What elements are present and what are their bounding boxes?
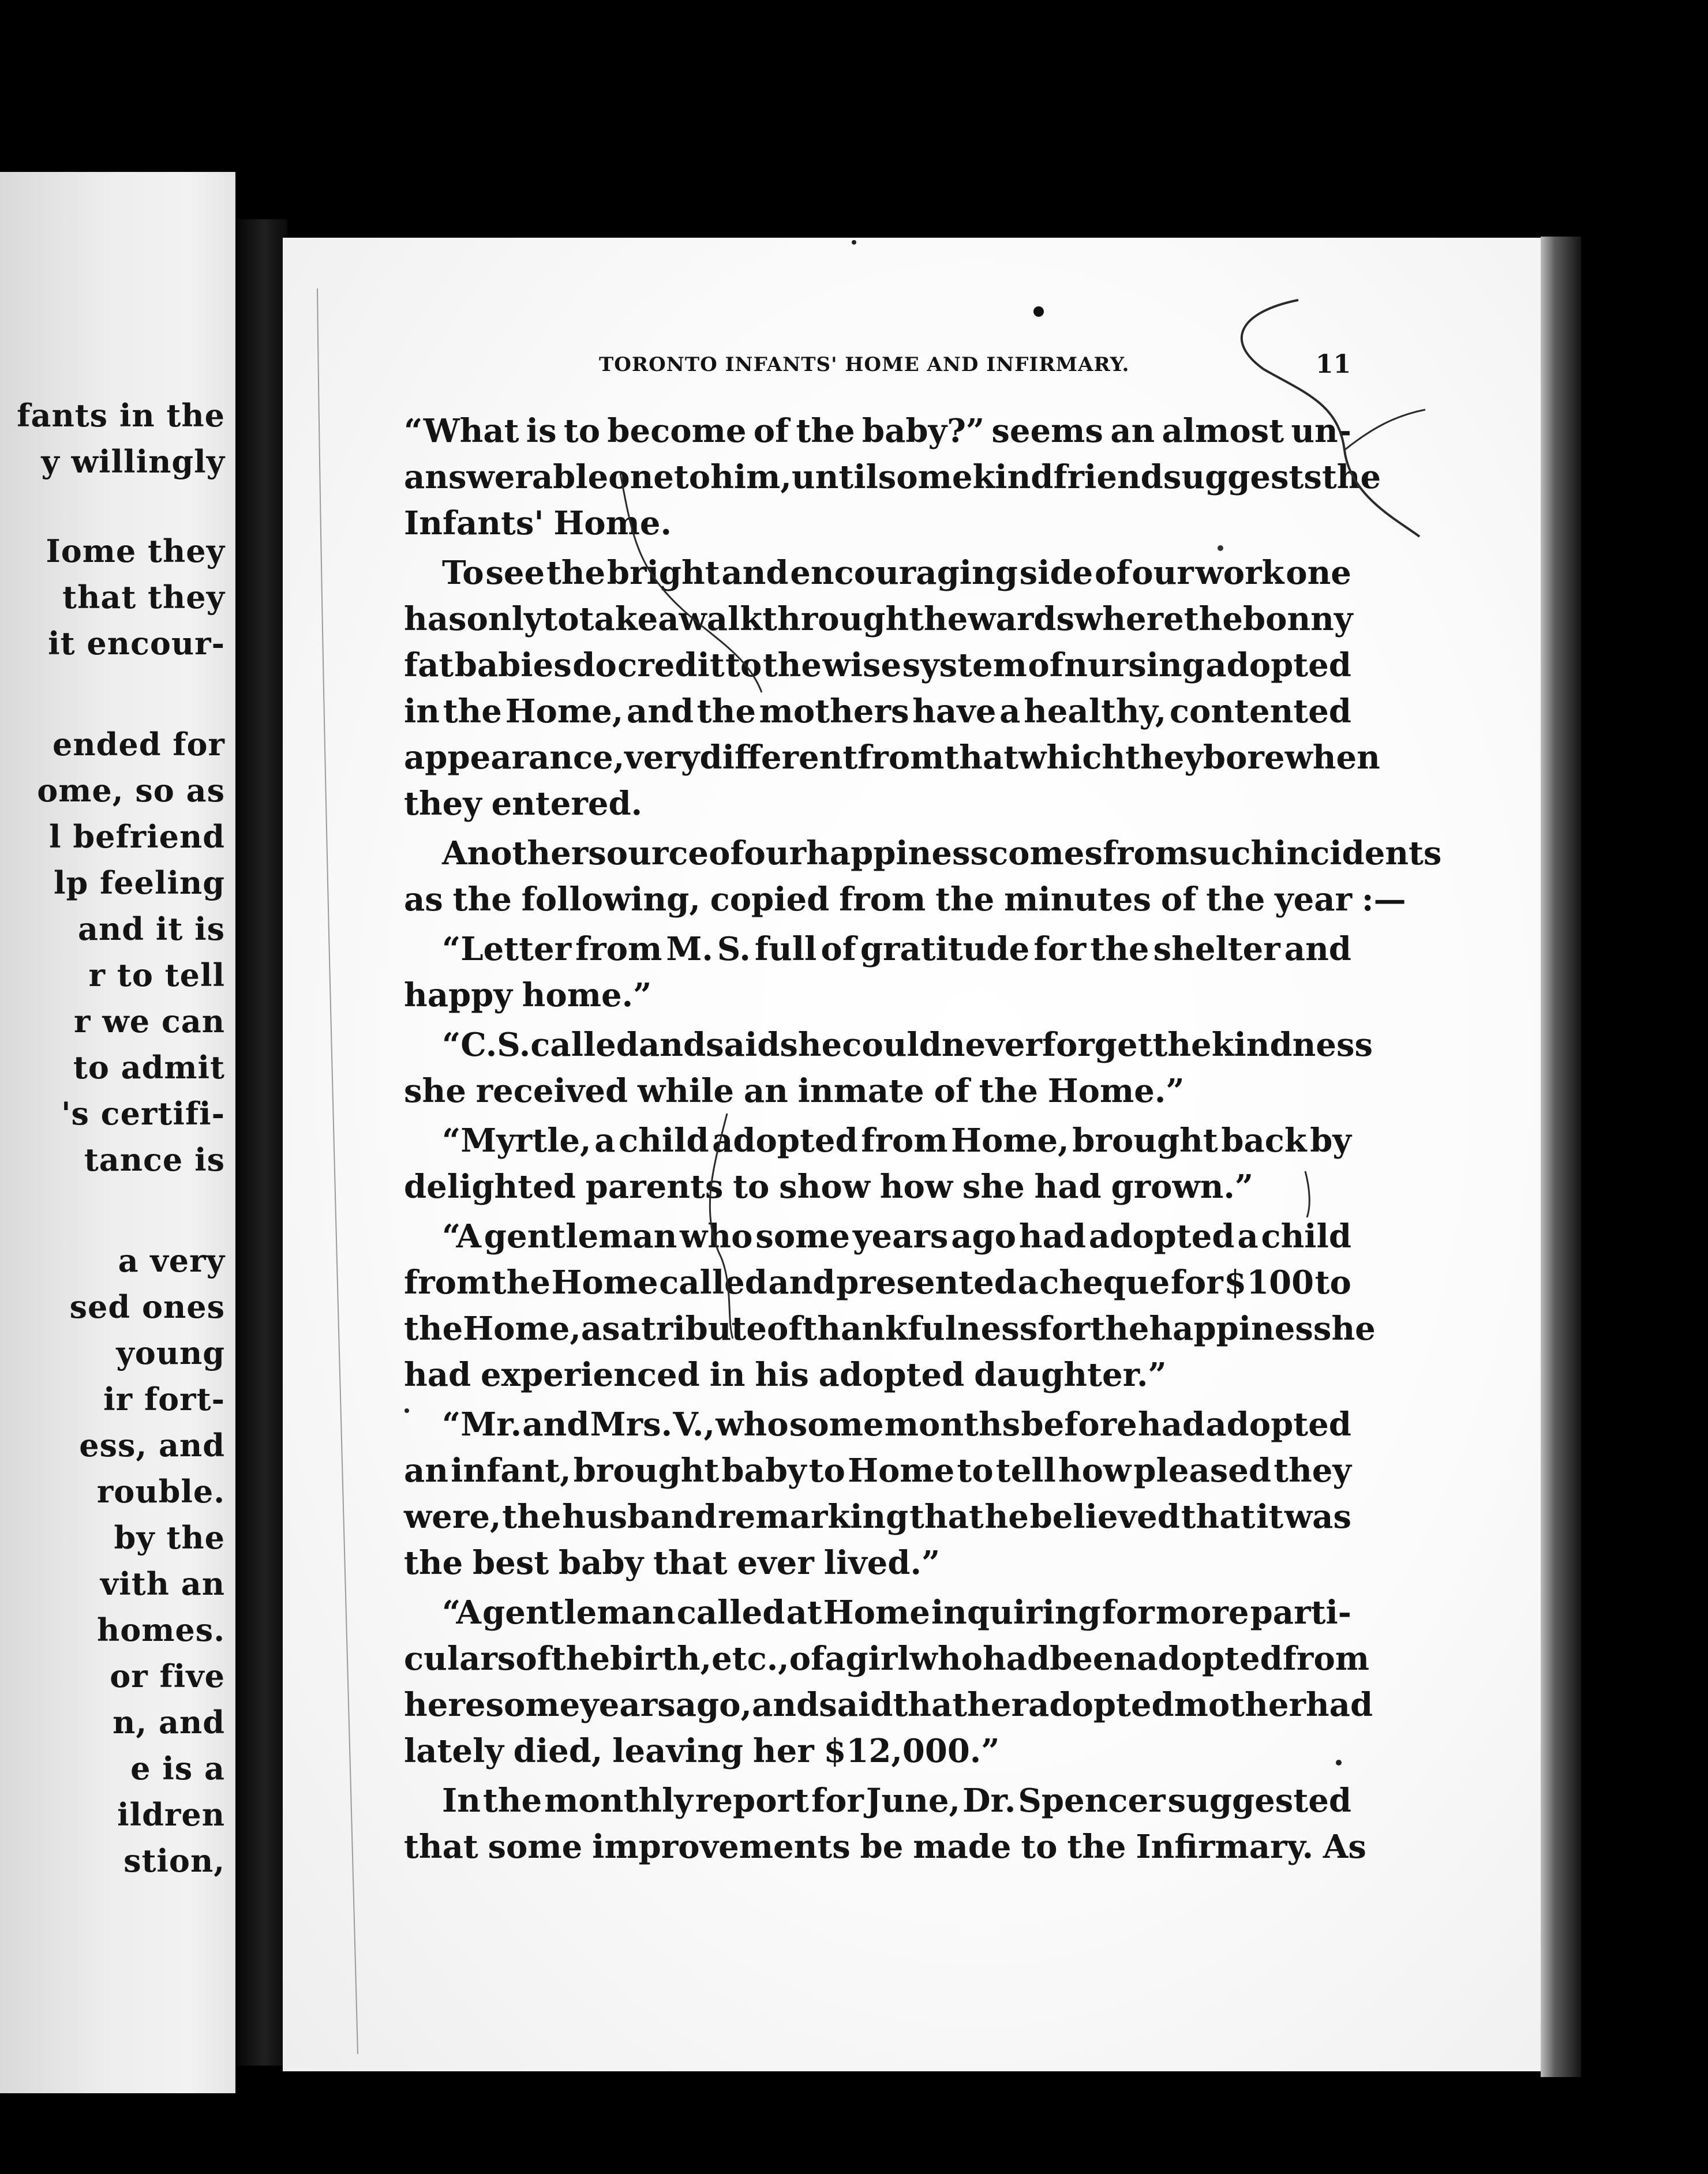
facing-page-line: e is a (130, 1750, 225, 1787)
text-line: an infant, brought baby to Home to tell how pleased they (404, 1452, 1351, 1490)
paragraph (404, 1778, 1366, 1870)
facing-page-line: 's certifi- (61, 1095, 225, 1132)
text-line: were, the husband remarking that he believed that it was (404, 1498, 1351, 1536)
paragraph (404, 550, 1380, 827)
text-line: the best baby that ever lived.” (404, 1544, 941, 1582)
text-line: as the following, copied from the minutes of the year :— (404, 880, 1406, 919)
paragraph (404, 926, 1351, 1018)
facing-page-line: by the (114, 1519, 225, 1556)
facing-page-line: a very (118, 1242, 225, 1279)
facing-page-line: rouble. (96, 1473, 225, 1510)
paragraph (404, 1213, 1376, 1398)
text-line: the Home, as a tribute of thankfulness for the happiness he (404, 1310, 1376, 1348)
facing-page-line: and it is (78, 910, 225, 947)
text-line: Another source of our happiness comes from such incidents (442, 834, 1442, 872)
text-line: from the Home called and presented a cheque for $100 to (404, 1264, 1351, 1302)
facing-page-line: ome, so as (37, 772, 225, 809)
text-line: delighted parents to show how she had grown.” (404, 1168, 1254, 1206)
text-line: “Mr. and Mrs. V., who some months before had adopted (442, 1405, 1351, 1444)
text-line: that some improvements be made to the Infirmary. As (404, 1828, 1366, 1866)
facing-page-line: young (116, 1335, 225, 1371)
facing-page-line: ended for (53, 726, 225, 763)
paragraph (404, 830, 1442, 923)
facing-page-line: stion, (123, 1842, 225, 1879)
facing-page-line: r to tell (88, 957, 225, 994)
facing-page-line: or five (110, 1658, 225, 1695)
text-line: in the Home, and the mothers have a healthy, contented (404, 692, 1351, 730)
header-title: TORONTO INFANTS' HOME AND INFIRMARY. (599, 353, 1130, 376)
page-edge (1541, 237, 1581, 2077)
text-line: they entered. (404, 785, 643, 823)
facing-page-line: tance is (84, 1141, 225, 1178)
text-line: culars of the birth, etc., of a girl who had been adopted from (404, 1640, 1370, 1678)
book-page (283, 238, 1548, 2071)
facing-page-fragment (0, 172, 235, 2093)
facing-page-line: to admit (73, 1049, 225, 1086)
page-number: 11 (1316, 350, 1351, 379)
facing-page-line: vith an (100, 1565, 225, 1602)
text-line: had experienced in his adopted daughter.” (404, 1356, 1167, 1394)
facing-page-line: homes. (97, 1611, 225, 1648)
paragraph (404, 1022, 1373, 1114)
facing-page-line: ir fort- (103, 1381, 225, 1418)
facing-page-line: n, and (113, 1704, 225, 1741)
text-line: here some years ago, and said that her adopted mother had (404, 1686, 1373, 1724)
facing-page-line: ess, and (79, 1427, 225, 1464)
text-line: appearance, very different from that which they bore when (404, 739, 1380, 777)
paragraph (404, 408, 1381, 546)
text-line: Infants' Home. (404, 504, 672, 542)
text-line: “A gentleman who some years ago had adopted a child (442, 1217, 1351, 1255)
body-text (404, 408, 1442, 1873)
text-line: To see the bright and encouraging side of our work one (442, 554, 1351, 592)
text-line: “A gentleman called at Home inquiring for more parti- (442, 1594, 1351, 1632)
facing-page-line: Iome they (46, 533, 225, 569)
facing-page-line: that they (62, 579, 225, 616)
running-header (283, 347, 1548, 382)
facing-page-line: lp feeling (53, 864, 225, 901)
text-line: answerable one to him, until some kind friend suggests the (404, 458, 1381, 496)
text-line: “Myrtle, a child adopted from Home, brought back by (442, 1122, 1351, 1160)
paragraph (404, 1590, 1373, 1774)
text-line: has only to take a walk through the wards where the bonny (404, 600, 1353, 638)
text-line: “C. S. called and said she could never forget the kindness (442, 1026, 1373, 1064)
facing-page-line: r we can (73, 1003, 225, 1040)
text-line: lately died, leaving her $12,000.” (404, 1732, 1000, 1770)
facing-page-line: l befriend (49, 818, 225, 855)
facing-page-line: fants in the (17, 397, 225, 434)
facing-page-line: sed ones (69, 1288, 225, 1325)
text-line: happy home.” (404, 976, 652, 1014)
facing-page-line: it encour- (48, 625, 225, 662)
binding-gutter (235, 219, 287, 2066)
text-line: “What is to become of the baby?” seems an almost un- (404, 412, 1351, 450)
facing-page-line: y willingly (41, 443, 225, 480)
text-line: fat babies do credit to the wise system of nursing adopted (404, 646, 1351, 684)
text-line: “Letter from M. S. full of gratitude for the shelter and (442, 930, 1351, 968)
paragraph (404, 1118, 1351, 1210)
paragraph (404, 1401, 1351, 1586)
facing-page-line: ildren (117, 1796, 225, 1833)
text-line: In the monthly report for June, Dr. Spencer suggested (442, 1782, 1351, 1820)
text-line: she received while an inmate of the Home.” (404, 1072, 1185, 1110)
